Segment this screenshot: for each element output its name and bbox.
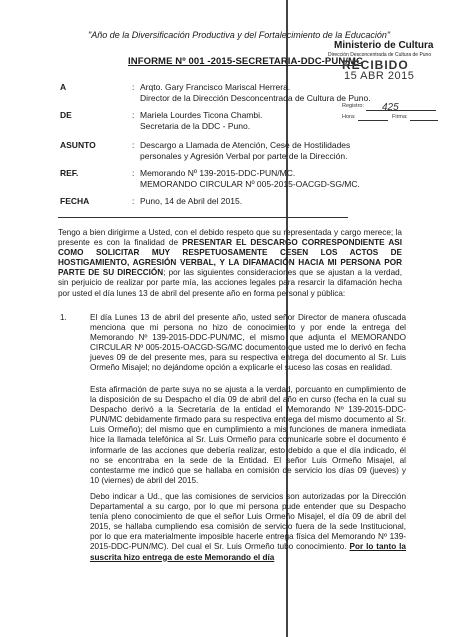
stamp-direction: Dirección Desconcentrada de Cultura de Puno: [328, 52, 432, 58]
field-colon: :: [132, 196, 135, 206]
field-value-asunto: [140, 140, 350, 161]
intro-bold-request: PRESENTAR EL DESCARGO CORRESPONDIENTE ASI COMO SOLICITAR MUY RESPETUOSAMENTE CESEN LOS ACTOS DE HOSTIGAMIENTO, AGRESIÓN VERBAL, Y LA DIFAMACIÓN HACIA MI PERSONA POR PARTE DE SU DIRECCIÓN: [58, 238, 403, 278]
field-label-asunto: ASUNTO: [60, 140, 96, 150]
stamp-firma-label: Firma:: [392, 114, 408, 120]
report-title: INFORME Nº 001 -2015-SECRETARIA-DDC-PUN/MC: [128, 56, 363, 67]
paragraph-3: [90, 492, 406, 563]
field-ref-line-2: MEMORANDO CIRCULAR Nº 005-2015-OACGD-SG/MC.: [140, 178, 360, 189]
item-1-number: 1.: [60, 313, 67, 322]
field-asunto-line-1: Descargo a Llamada de Atención, Cese de Hostilidades: [140, 140, 351, 150]
stamp-registro-line: [366, 110, 436, 111]
intro-text-2: ; por las siguientes consideraciones que se ajustan a la verdad, sin perjuicio de realizar por parte mía, las acciones legales para resarcir la difamación hecha por usted el día lunes 13 de abril del presente año en forma personal y pública:: [58, 268, 402, 298]
year-motto: "Año de la Diversificación Productiva y del Fortalecimiento de la Educación": [88, 30, 391, 40]
field-value-fecha: [140, 196, 242, 207]
field-colon: :: [132, 82, 135, 92]
stamp-hora-label: Hora:: [342, 114, 356, 120]
field-asunto-line-2: personales y Agresión Verbal por parte de la Dirección.: [140, 150, 348, 161]
stamp-firma-line: [410, 120, 438, 121]
stamp-registro-label: Registro:: [342, 103, 365, 109]
field-de-line-1: Mariela Lourdes Ticona Chambi.: [140, 110, 263, 120]
field-value-de: [140, 110, 262, 131]
field-colon: :: [132, 140, 135, 150]
stamp-hora-line: [358, 120, 388, 121]
paragraph-3-bold: Por lo tanto la suscrita hizo entrega de este Memorando el día: [90, 542, 406, 562]
field-a-line-1: Arqto. Gary Francisco Mariscal Herrera.: [140, 82, 291, 92]
intro-paragraph: [58, 228, 402, 299]
intro-text-1: Tengo a bien dirigirme a Usted, con el debido respeto que su representada y cargo merece; la presente es con la finalidad de: [58, 228, 402, 248]
field-label-de: DE: [60, 110, 72, 120]
field-label-ref: REF.: [60, 168, 79, 178]
paragraph-2: Esta afirmación de parte suya no se ajusta a la verdad, porcuanto en cumplimiento de la disposición de su Despacho el día 09 de abril del año en curso (fecha en la cual su Despacho derivó a la Secretaría de la entidad el Memorando Nº 139-2015-DDC-PUN/MC debidamente firmado para su respectiva entrega del mismo documento al Sr. Luis Ormeño); del mismo que en cumplimiento a mis funciones de manera inmediata hice la llamada telefónica al Sr. Luis Ormeño para comunicarle sobre el documento é informarle de las acciones que debería realizar, esto debido a que el día indicado, él no se encontraba en la sede de la Entidad. El señor Luis Ormeño Misajel, al contestarme me indicó que se hallaba en comisión de servicio los días 09 (jueves) y 10 (viernes) de abril del 2015.: [90, 385, 406, 485]
field-label-fecha: FECHA: [60, 196, 90, 206]
header-divider: [58, 217, 348, 218]
field-ref-line-1: Memorando Nº 139-2015-DDC-PUN/MC.: [140, 168, 296, 178]
field-colon: :: [132, 168, 135, 178]
field-fecha-line-1: Puno, 14 de Abril del 2015.: [140, 196, 243, 206]
reception-stamp: [328, 38, 442, 82]
field-a-line-2: Director de la Dirección Desconcentrada de Cultura de Puno.: [140, 92, 371, 103]
field-colon: :: [132, 110, 135, 120]
item-1-paragraph: El día Lunes 13 de abril del presente año, usted señor Director de manera ofuscada menciona que mi persona no hizo de conocimiento y por ende la entrega del Memorando Nº 139-2015-DDC-PUN/MC, el mismo que adjunta el MEMORANDO CIRCULAR Nº 005-2015-OACGD-SG/MC documento que usted me lo derivó en fecha jueves 09 de del presente mes, para su respectiva entrega del documento al Sr. Luis Ormeño Misajel; no dejándome opción a explicarle el suceso las cosas en realidad.: [90, 313, 406, 373]
paragraph-3-text: Debo indicar a Ud., que las comisiones de servicios son autorizadas por la Dirección Departamental a su cargo, por lo que mi persona pude entender que su Despacho tenía pleno conocimiento de que el señor Luis Ormeño Misajel, el día 09 de abril del 2015, se hallaba cumpliendo esa comisión de servicio fuera de la sede Institucional, por lo que era materialmente imposible hacerle entrega física del Memorando Nº 139-2015-DDC-PUN/MC). Del cual el Sr. Luis Ormeño tubo conocimiento.: [90, 492, 406, 552]
stamp-ministry: Ministerio de Cultura: [334, 40, 434, 51]
stamp-registro-number: 425: [382, 102, 399, 113]
field-value-ref: [140, 168, 360, 189]
stamp-date: 15 ABR 2015: [344, 70, 415, 82]
field-label-a: A: [60, 82, 67, 92]
stamp-received: RECIBIDO: [342, 58, 409, 72]
field-de-line-2: Secretaria de la DDC - Puno.: [140, 120, 251, 131]
field-value-a: [140, 82, 371, 103]
